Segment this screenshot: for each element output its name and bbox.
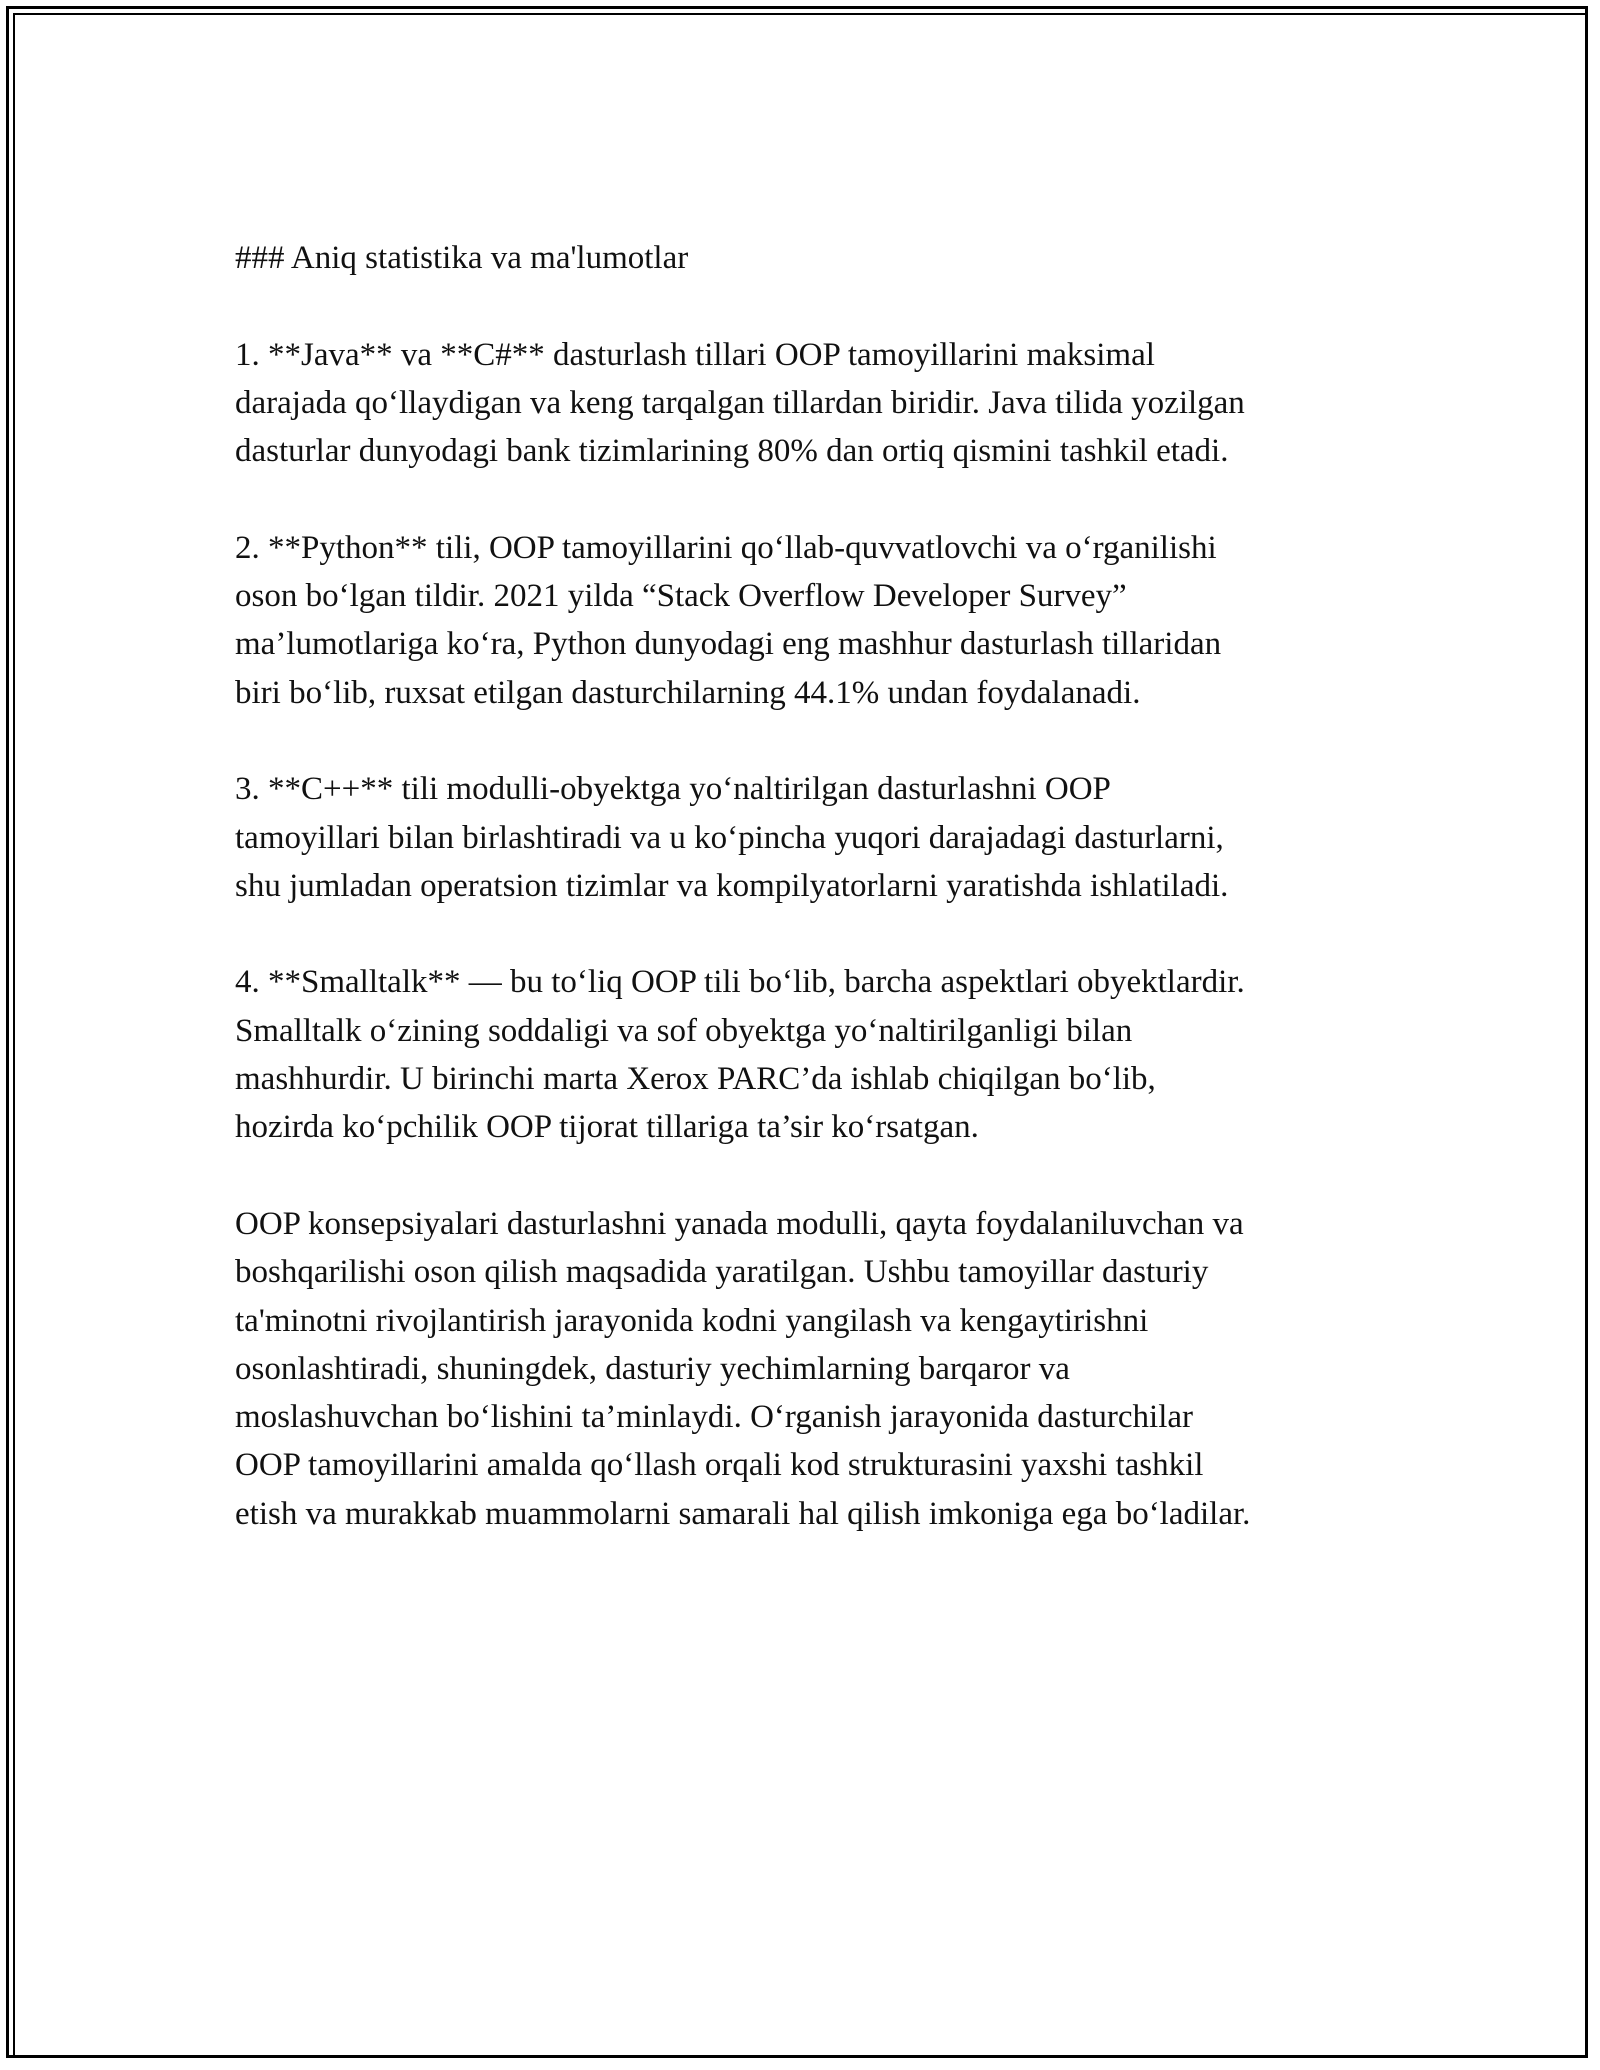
- paragraph-conclusion: OOP konsepsiyalari dasturlashni yanada modulli, qayta foydalaniluvchan va boshqarilishi oson qilish maqsadida yaratilgan. Ushbu tamoyillar dasturiy ta'minotni rivojlantirish jarayonida kodni yangilash va kengaytirishni osonlashtiradi, shuningdek, dasturiy yechimlarning barqaror va moslashuvchan bo‘lishini ta’minlaydi. O‘rganish jarayonida dasturchilar OOP tamoyillarini amalda qo‘llash orqali kod strukturasini yaxshi tashkil etish va murakkab muammolarni samarali hal qilish imkoniga ega bo‘ladilar.: [235, 1205, 1251, 1532]
- document-body: [235, 234, 1415, 1586]
- paragraph-python: 2. **Python** tili, OOP tamoyillarini qo‘llab-quvvatlovchi va o‘rganilishi oson bo‘lgan tildir. 2021 yilda “Stack Overflow Developer Survey” ma’lumotlariga ko‘ra, Python dunyodagi eng mashhur dasturlash tillaridan biri bo‘lib, ruxsat etilgan dasturchilarning 44.1% undan foydalanadi.: [235, 529, 1222, 711]
- document-heading: ### Aniq statistika va ma'lumotlar: [235, 240, 689, 276]
- paragraph-java: 1. **Java** va **C#** dasturlash tillari OOP tamoyillarini maksimal darajada qo‘llaydigan va keng tarqalgan tillardan biridir. Java tilida yozilgan dasturlar dunyodagi bank tizimlarining 80% dan ortiq qismini tashkil etadi.: [235, 336, 1245, 470]
- paragraph-cpp: 3. **C++** tili modulli-obyektga yo‘naltirilgan dasturlashni OOP tamoyillari bilan birlashtiradi va u ko‘pincha yuqori darajadagi dasturlarni, shu jumladan operatsion tizimlar va kompilyatorlarni yaratishda ishlatiladi.: [235, 771, 1229, 904]
- paragraph-smalltalk: 4. **Smalltalk** — bu to‘liq OOP tili bo‘lib, barcha aspektlari obyektlardir. Smalltalk o‘zining soddaligi va sof obyektga yo‘naltirilganligi bilan mashhurdir. U birinchi marta Xerox PARC’da ishlab chiqilgan bo‘lib, hozirda ko‘pchilik OOP tijorat tillariga ta’sir ko‘rsatgan.: [235, 964, 1245, 1146]
